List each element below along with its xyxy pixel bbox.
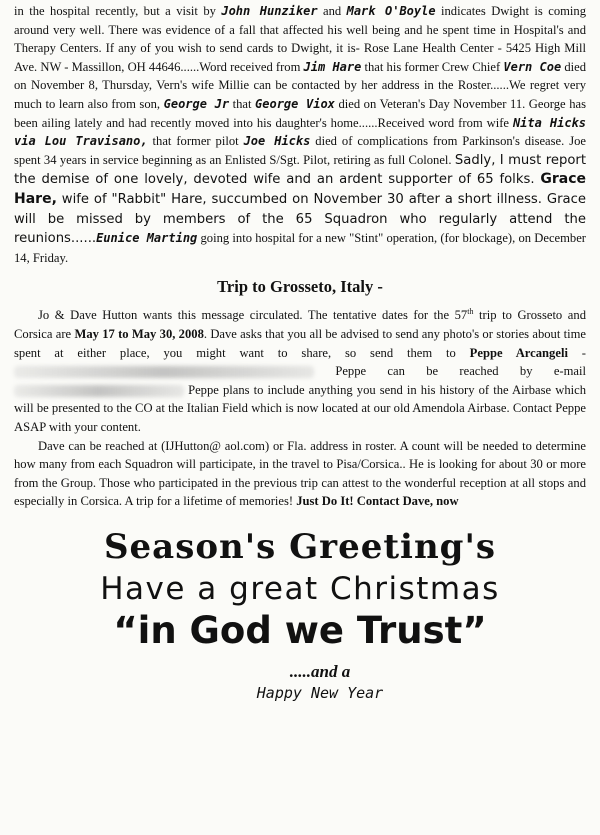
text: wife of "Rabbit" Hare, succumbed on November 30 after a short illness. Grace will be missed by members of the 65 Squadron who regularly attend the reunions...... (14, 191, 586, 247)
text: died on Veteran's Day November 11. George has been ailing lately and had recently moved into his daughter's home......Received word from wife (14, 96, 586, 130)
text: Dave can be reached at (IJHutton@ aol.com) or Fla. address in roster. A count will be needed to determine how many from each Squadron will participate, in the travel to Pisa/Corsica.. He is looking for about 30 or more from the Group. Those who participated in the previous trip can attest to the wonderful reception at all stops and especially in Corsica. A trip for a lifetime of memories! (14, 438, 586, 509)
call-to-action: Just Do It! Contact Dave, now (296, 494, 459, 509)
text: in the hospital recently, but a visit by (14, 4, 222, 18)
person-name: Mark O'Boyle (346, 4, 436, 18)
redacted-address (14, 366, 314, 378)
newsletter-page (14, 2, 586, 702)
person-name: Eunice Marting (96, 231, 198, 246)
text: going into hospital for a new "Stint" operation, (for blockage), on December 14, Friday. (14, 231, 586, 265)
person-name: John Hunziker (221, 4, 318, 18)
text: trip to Grosseto and Corsica are (14, 308, 586, 342)
and-a-text: .....and a (289, 662, 351, 682)
text: Jo & Dave Hutton wants this message circulated. The tentative dates for the 57 (38, 308, 468, 323)
person-name: George Jr (163, 96, 230, 111)
text: that former pilot (147, 134, 244, 149)
text: Peppe plans to include anything you send in his history of the Airbase which will be presented to the CO at the Italian Field which is now located at our old Amendola Airbase. Contact Peppe ASAP with your content. (14, 382, 586, 435)
christmas-greeting: Have a great Christmas (100, 571, 500, 608)
motto: “in God we Trust” (113, 609, 487, 653)
new-year-greeting: Happy New Year (256, 684, 384, 703)
text: indicates Dwight is coming around very well. There was evidence of a fall that affected his well being and he spent time in Hospital's and Therapy Centers. If any of you wish to send cards to Dwight, it is- Rose Lane Health Center - 5425 High Mill Ave. NW - Massillon, OH 44646......Word received from (14, 4, 587, 74)
superscript: th (467, 307, 474, 317)
person-name: Vern Coe (503, 59, 562, 74)
person-name: Nita Hicks via Lou Travisano, (14, 115, 587, 149)
trip-dates: May 17 to May 30, 2008 (74, 327, 204, 342)
text: - (567, 345, 586, 360)
text: that his former Crew Chief (361, 59, 504, 74)
trip-heading: Trip to Grosseto, Italy - (217, 277, 383, 297)
trip-paragraph-2 (14, 437, 586, 511)
person-name: Peppe Arcangeli (469, 345, 568, 360)
text: died on November 8, Thursday, Vern's wife Millie can be contacted by her address in the Roster......We regret very much to learn also from son, (14, 59, 587, 111)
trip-paragraph-1 (14, 303, 586, 436)
text: and (317, 4, 347, 18)
text: died of complications from Parkinson's disease. Joe spent 34 years in service beginning as an Enlisted S/Sgt. Pilot, retiring as full Colonel. (14, 134, 587, 167)
news-paragraph (14, 2, 586, 267)
text: Peppe can be reached by e-mail (314, 364, 586, 379)
seasons-greetings-title: Season's Greeting's (103, 527, 497, 568)
person-name: Joe Hicks (243, 134, 311, 149)
text: that (229, 96, 256, 111)
redacted-email (14, 385, 184, 397)
text: . Dave asks that you all be advised to send any photo's or stories about time spent at either place, you might want to share, so send them to (14, 327, 587, 360)
person-name: Jim Hare (303, 59, 362, 74)
text: Sadly, I must report the demise of one lovely, devoted wife and an ardent supporter of 65 folks. (14, 152, 586, 188)
person-name: George Viox (255, 96, 335, 111)
person-name: Grace Hare, (14, 171, 586, 207)
